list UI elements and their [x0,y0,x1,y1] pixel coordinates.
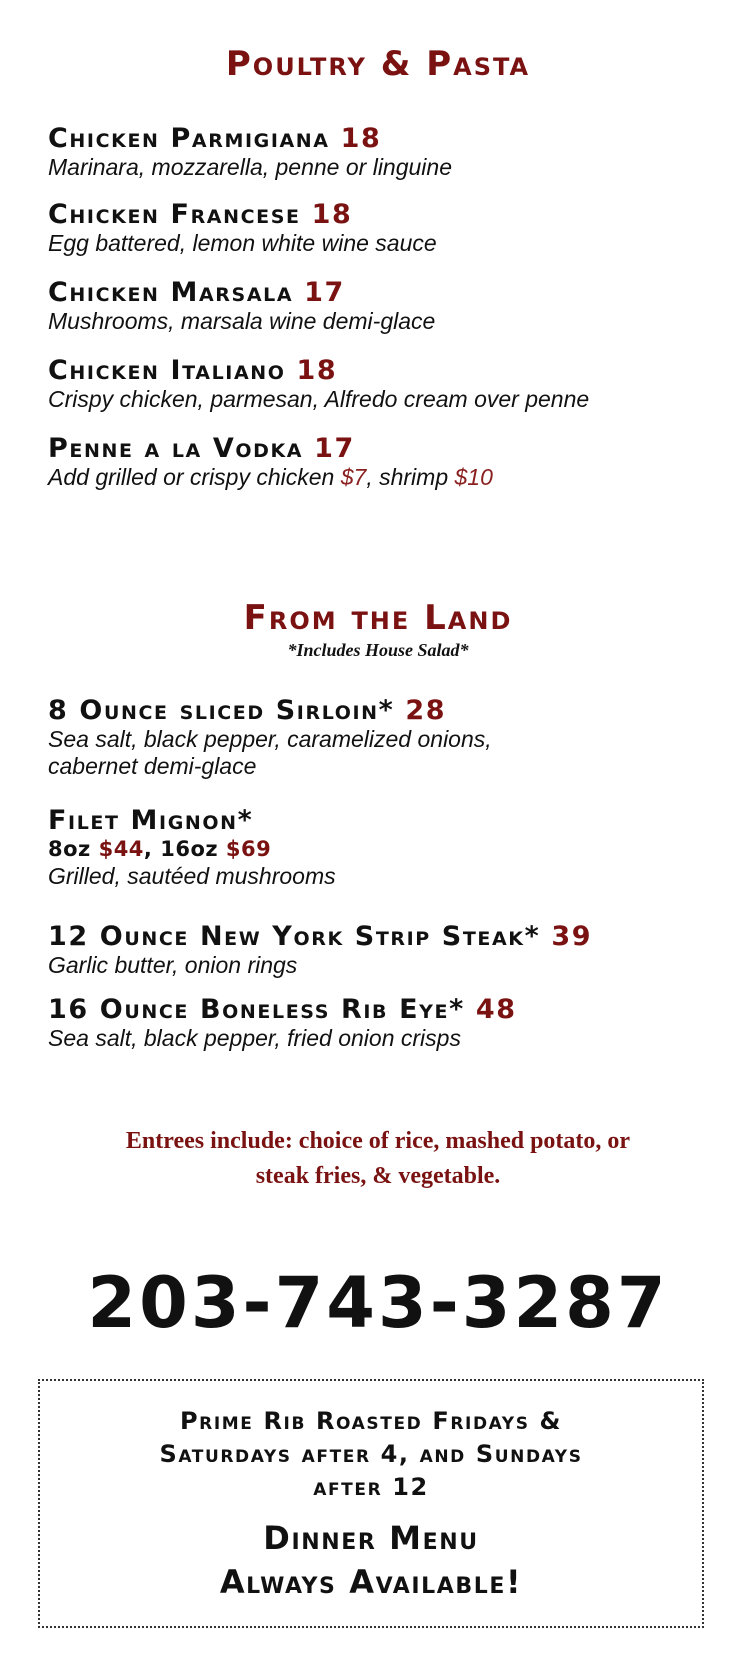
item-price: 18 [311,199,353,230]
item-price: 48 [475,994,517,1025]
section-note-house-salad: *Includes House Salad* [287,640,469,660]
size-label: 16oz [160,837,226,861]
size-separator: , [143,837,161,861]
item-name: Chicken Marsala [48,277,294,308]
size-label: 8oz [48,837,99,861]
item-name: Chicken Italiano [48,355,286,386]
menu-item-chicken-italiano [48,356,728,413]
item-description [48,464,728,491]
item-description: Garlic butter, onion rings [48,952,298,978]
addon-price-shrimp: $10 [454,464,493,490]
entree-note [0,1124,756,1194]
item-description: cabernet demi-glace [48,753,257,779]
item-description: Egg battered, lemon white wine sauce [48,230,437,256]
menu-item-penne-vodka [48,434,728,491]
item-description: Crispy chicken, parmesan, Alfredo cream over penne [48,386,590,412]
item-name: 8 Ounce sliced Sirloin* [48,695,395,726]
item-name: 12 Ounce New York Strip Steak* [48,921,541,952]
item-description: Sea salt, black pepper, fried onion crisps [48,1025,461,1051]
item-name: Filet Mignon* [48,805,254,836]
item-description: Mushrooms, marsala wine demi-glace [48,308,436,334]
item-description: Sea salt, black pepper, caramelized onions, [48,726,492,752]
item-price: 39 [551,921,593,952]
item-price: 17 [314,433,355,464]
promo-line: Prime Rib Roasted Fridays & [179,1407,563,1435]
desc-text: Add grilled or crispy chicken [48,464,341,490]
promo-headline: Dinner Menu [263,1519,479,1557]
promo-line: after 12 [313,1473,429,1501]
menu-item-chicken-marsala [48,278,728,335]
section-title-poultry-pasta: Poultry & Pasta [225,44,531,84]
item-name: 16 Ounce Boneless Rib Eye* [48,994,465,1025]
entree-note-line: steak fries, & vegetable. [255,1163,501,1189]
menu-item-chicken-francese [48,200,728,257]
item-name: Chicken Parmigiana [48,123,330,154]
item-name: Chicken Francese [48,199,301,230]
menu-item-filet-mignon [48,806,728,890]
size-price: $44 [98,837,144,861]
item-price: 18 [340,123,382,154]
promo-box [38,1379,704,1628]
menu-item-sirloin [48,696,728,780]
item-description: Marinara, mozzarella, penne or linguine [48,154,452,180]
desc-text: , shrimp [366,464,455,490]
item-price: 18 [296,355,338,386]
item-price: 17 [304,277,345,308]
addon-price-chicken: $7 [340,464,367,490]
menu-item-chicken-parmigiana [48,124,728,181]
menu-item-ny-strip [48,922,728,979]
entree-note-line: Entrees include: choice of rice, mashed potato, or [125,1128,631,1154]
item-name: Penne a la Vodka [48,433,304,464]
menu-item-rib-eye [48,995,728,1052]
promo-headline: Always Available! [219,1563,523,1601]
item-description: Grilled, sautéed mushrooms [48,863,336,889]
promo-line: Saturdays after 4, and Sundays [159,1440,583,1468]
item-price: 28 [405,695,447,726]
item-sizes [48,836,728,863]
phone-number: 203-743-3287 [87,1262,669,1344]
size-price: $69 [225,837,272,861]
section-title-from-the-land: From the Land [243,598,513,638]
